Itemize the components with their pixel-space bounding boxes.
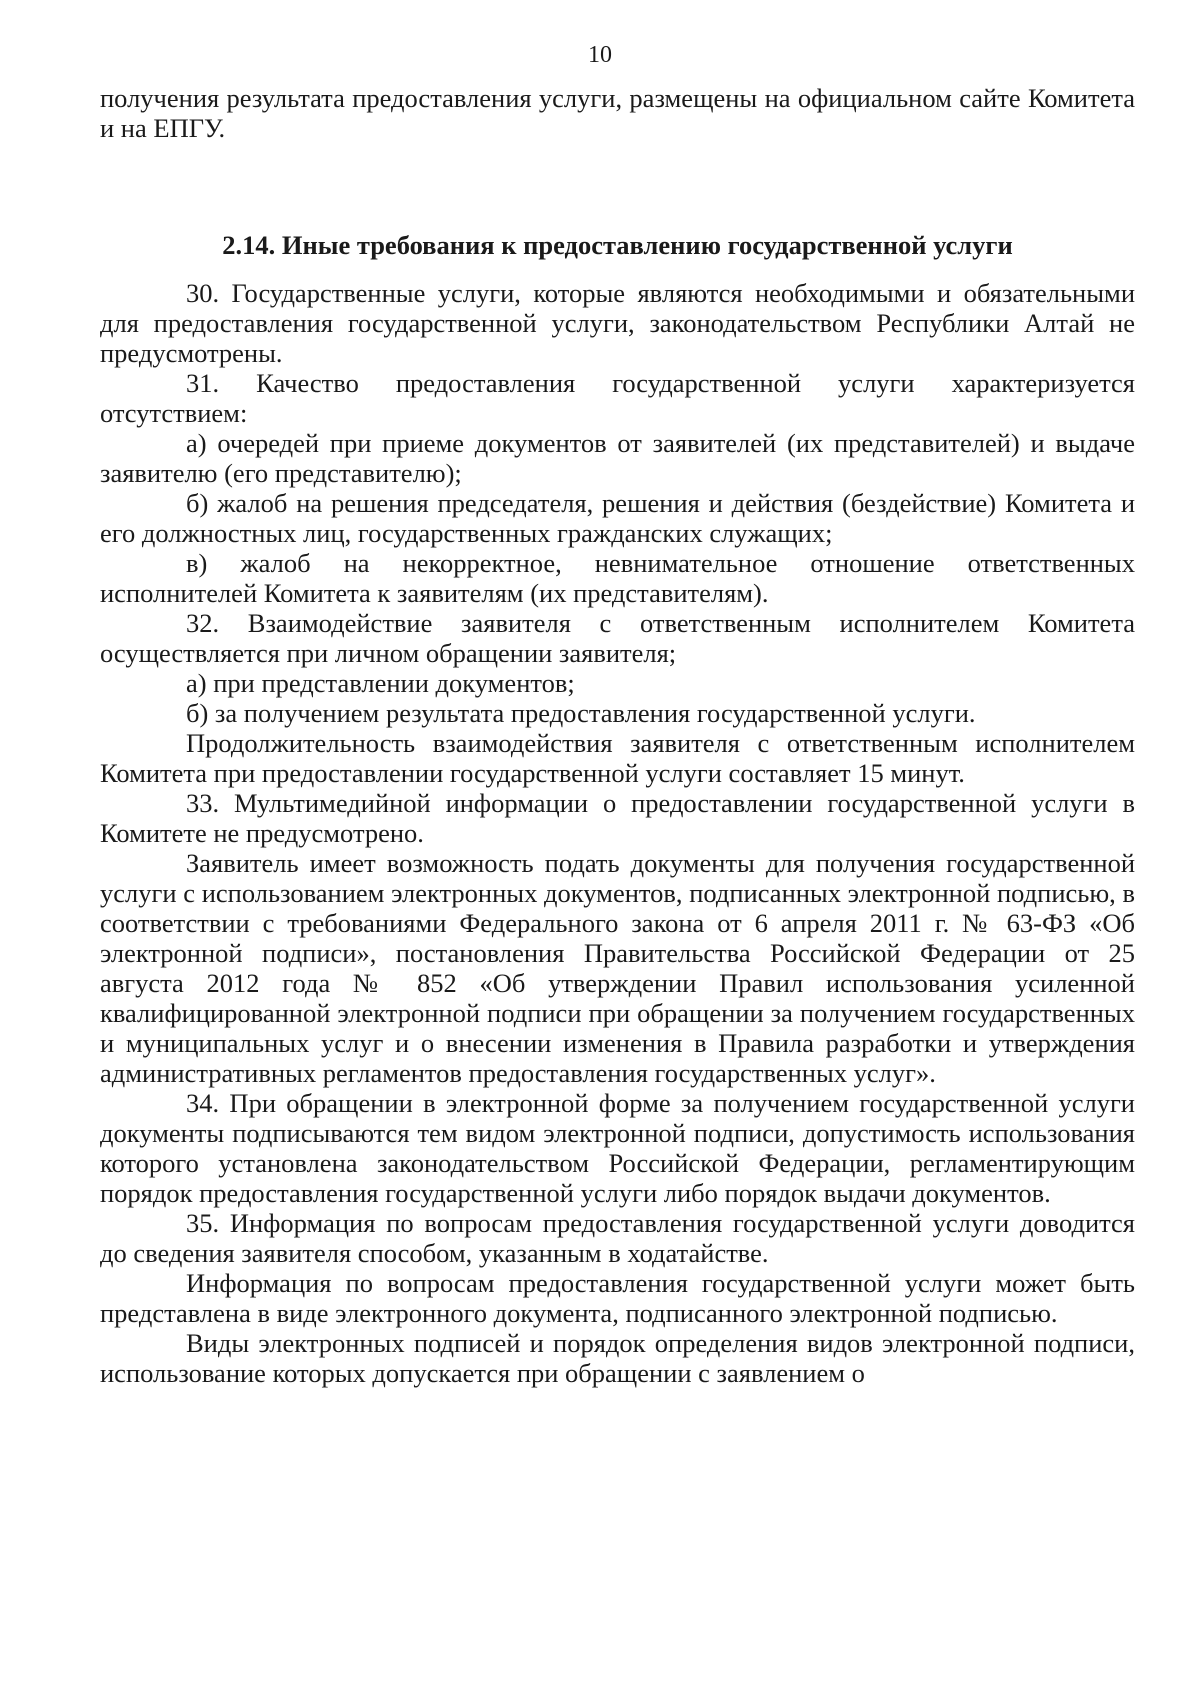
page-content xyxy=(100,83,1135,1388)
paragraph-31-b: б) жалоб на решения председателя, решения и действия (бездействие) Комитета и его должностных лиц, государственных гражданских служащих; xyxy=(100,488,1135,548)
paragraph-32: 32. Взаимодействие заявителя с ответственным исполнителем Комитета осуществляется при личном обращении заявителя; xyxy=(100,608,1135,668)
paragraph-signature-types: Виды электронных подписей и порядок определения видов электронной подписи, использование которых допускается при обращении с заявлением о xyxy=(100,1328,1135,1388)
paragraph-duration: Продолжительность взаимодействия заявителя с ответственным исполнителем Комитета при предоставлении государственной услуги составляет 15 минут. xyxy=(100,728,1135,788)
paragraph-info-electronic: Информация по вопросам предоставления государственной услуги может быть представлена в виде электронного документа, подписанного электронной подписью. xyxy=(100,1268,1135,1328)
paragraph-34: 34. При обращении в электронной форме за получением государственной услуги документы подписываются тем видом электронной подписи, допустимость использования которого установлена законодательством Российской Федерации, регламентирующим порядок предоставления государственной услуги либо порядок выдачи документов. xyxy=(100,1088,1135,1208)
paragraph-electronic-submission: Заявитель имеет возможность подать документы для получения государственной услуги с использованием электронных документов, подписанных электронной подписью, в соответствии с требованиями Федерального закона от 6 апреля 2011 г. № 63-ФЗ «Об электронной подписи», постановления Правительства Российской Федерации от 25 августа 2012 года № 852 «Об утверждении Правил использования усиленной квалифицированной электронной подписи при обращении за получением государственных и муниципальных услуг и о внесении изменения в Правила разработки и утверждения административных регламентов предоставления государственных услуг». xyxy=(100,848,1135,1088)
paragraph-30: 30. Государственные услуги, которые являются необходимыми и обязательными для предоставления государственной услуги, законодательством Республики Алтай не предусмотрены. xyxy=(100,278,1135,368)
section-heading: 2.14. Иные требования к предоставлению государственной услуги xyxy=(222,230,1013,260)
intro-paragraph: получения результата предоставления услуги, размещены на официальном сайте Комитета и на ЕПГУ. xyxy=(100,83,1135,143)
paragraph-31-v: в) жалоб на некорректное, невнимательное отношение ответственных исполнителей Комитета к заявителям (их представителям). xyxy=(100,548,1135,608)
paragraph-35: 35. Информация по вопросам предоставления государственной услуги доводится до сведения заявителя способом, указанным в ходатайстве. xyxy=(100,1208,1135,1268)
paragraph-31: 31. Качество предоставления государственной услуги характеризуется отсутствием: xyxy=(100,368,1135,428)
paragraph-32-a: а) при представлении документов; xyxy=(186,668,575,698)
paragraph-32-b: б) за получением результата предоставления государственной услуги. xyxy=(186,698,976,728)
paragraph-33: 33. Мультимедийной информации о предоставлении государственной услуги в Комитете не предусмотрено. xyxy=(100,788,1135,848)
page-number: 10 xyxy=(588,42,612,68)
paragraph-31-a: а) очередей при приеме документов от заявителей (их представителей) и выдаче заявителю (его представителю); xyxy=(100,428,1135,488)
